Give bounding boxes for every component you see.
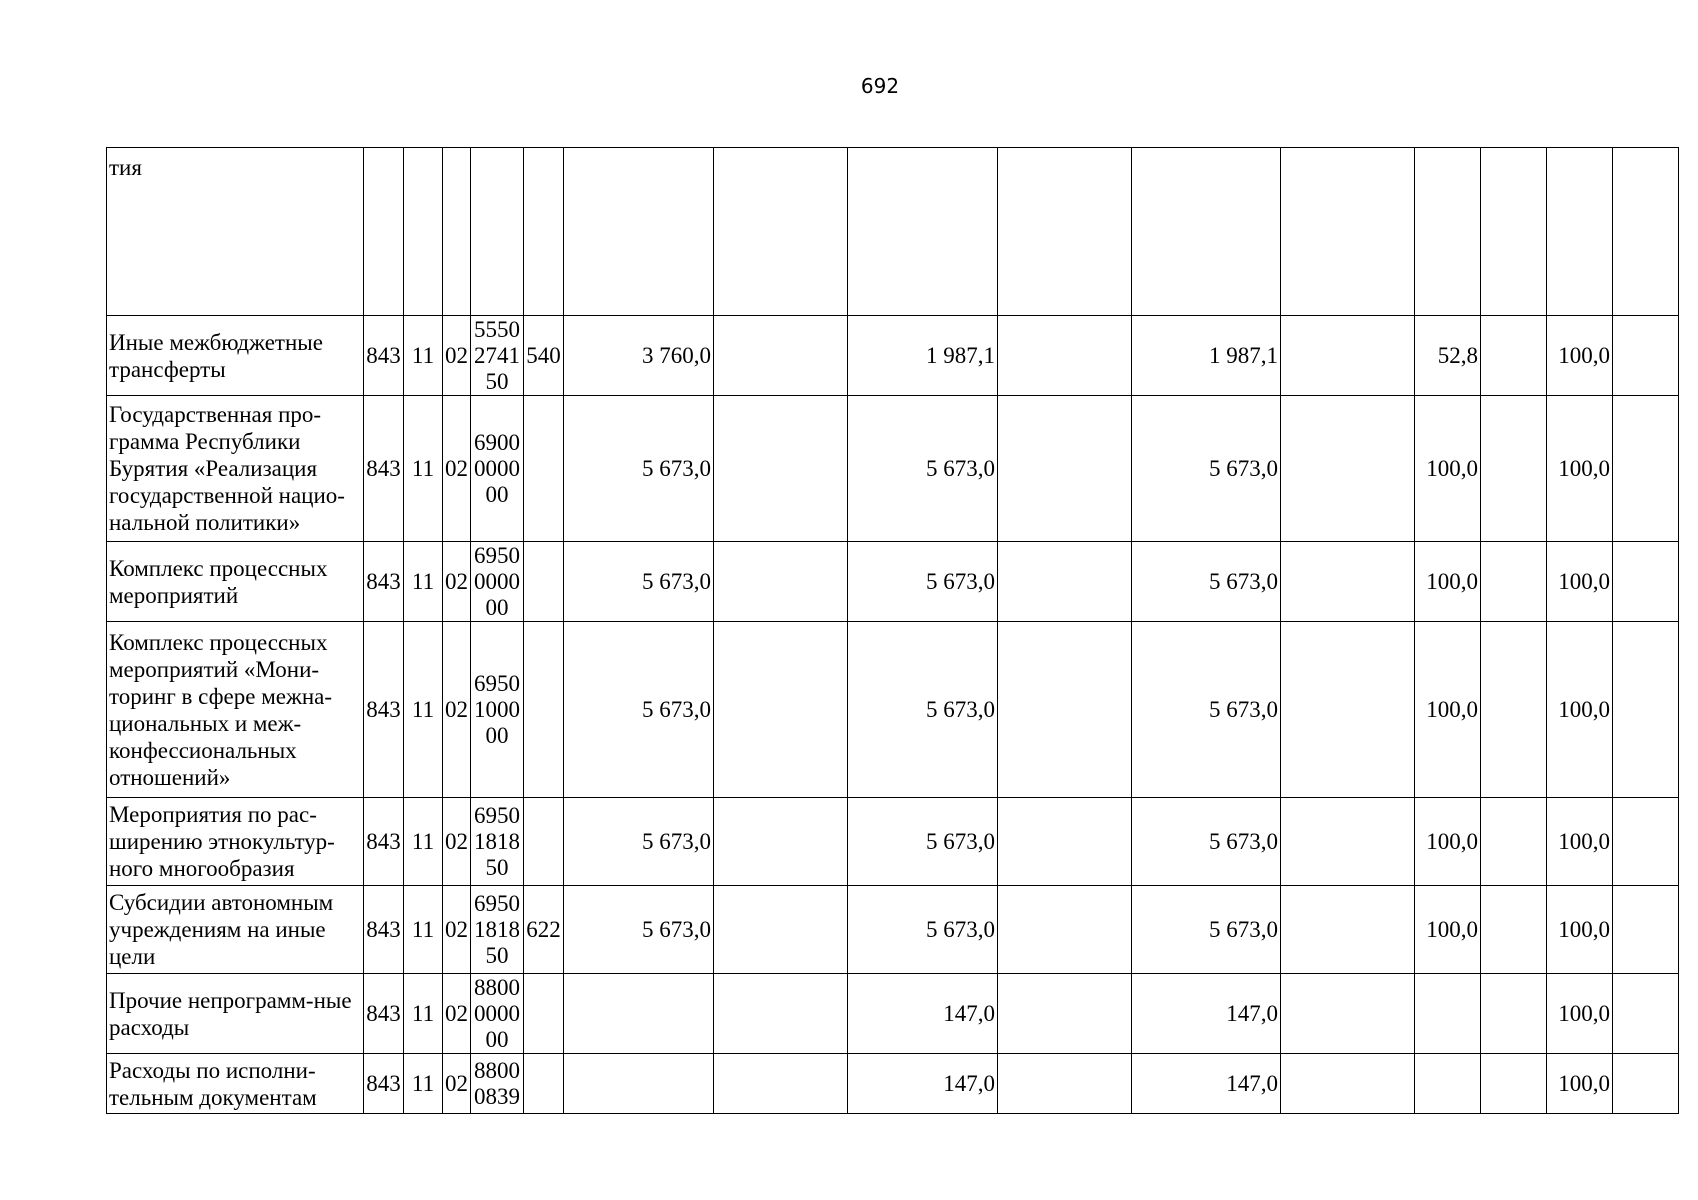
cell-ved-code: 843 (364, 396, 404, 542)
cell-subsection-code: 02 (443, 622, 471, 798)
cell-plan: 5 673,0 (564, 622, 714, 798)
page-number: 692 (860, 74, 900, 98)
cell-subsection-code: 02 (443, 798, 471, 886)
cell-plan (564, 148, 714, 316)
cell-section-code: 11 (404, 542, 443, 622)
cell-target-article: 6900 0000 00 (471, 396, 524, 542)
cell-fact: 147,0 (848, 974, 998, 1054)
budget-table (106, 147, 1679, 1114)
cell-fact-total: 5 673,0 (1132, 542, 1281, 622)
cell-target-article (471, 148, 524, 316)
cell-fact: 5 673,0 (848, 542, 998, 622)
row-name: Государственная про-грамма Республики Бурятия «Реализация государственной нацио-нальной политики» (107, 396, 364, 542)
cell-empty-c (1281, 798, 1415, 886)
cell-target-article: 6950 0000 00 (471, 542, 524, 622)
cell-empty-a (714, 542, 848, 622)
cell-plan: 5 673,0 (564, 798, 714, 886)
cell-percent-plan: 100,0 (1415, 396, 1481, 542)
cell-expense-type (524, 1054, 564, 1114)
cell-fact: 5 673,0 (848, 622, 998, 798)
cell-ved-code: 843 (364, 1054, 404, 1114)
table-row (107, 798, 1679, 886)
cell-percent-plan: 100,0 (1415, 798, 1481, 886)
cell-percent-total: 100,0 (1547, 622, 1613, 798)
cell-percent-plan: 100,0 (1415, 622, 1481, 798)
cell-empty-d (1481, 886, 1547, 974)
cell-percent-plan (1415, 1054, 1481, 1114)
cell-empty-d (1481, 974, 1547, 1054)
cell-percent-plan (1415, 148, 1481, 316)
cell-empty-b (998, 886, 1132, 974)
cell-ved-code: 843 (364, 798, 404, 886)
cell-expense-type: 622 (524, 886, 564, 974)
cell-subsection-code: 02 (443, 542, 471, 622)
cell-plan: 3 760,0 (564, 316, 714, 396)
cell-percent-total: 100,0 (1547, 316, 1613, 396)
cell-expense-type (524, 974, 564, 1054)
cell-fact-total: 5 673,0 (1132, 886, 1281, 974)
cell-expense-type (524, 396, 564, 542)
cell-empty-a (714, 622, 848, 798)
cell-fact-total: 147,0 (1132, 1054, 1281, 1114)
cell-plan (564, 1054, 714, 1114)
cell-empty-a (714, 396, 848, 542)
table-row (107, 148, 1679, 316)
cell-empty-e (1613, 622, 1679, 798)
cell-empty-c (1281, 622, 1415, 798)
table-row (107, 316, 1679, 396)
row-name: Комплекс процессных мероприятий «Мони-торинг в сфере межна-циональных и меж-конфессиональных отношений» (107, 622, 364, 798)
table-row (107, 542, 1679, 622)
cell-target-article: 6950 1818 50 (471, 798, 524, 886)
cell-percent-total (1547, 148, 1613, 316)
cell-expense-type (524, 622, 564, 798)
cell-fact (848, 148, 998, 316)
cell-percent-total: 100,0 (1547, 886, 1613, 974)
cell-empty-a (714, 316, 848, 396)
cell-ved-code: 843 (364, 974, 404, 1054)
cell-empty-c (1281, 1054, 1415, 1114)
cell-subsection-code: 02 (443, 1054, 471, 1114)
cell-empty-e (1613, 886, 1679, 974)
cell-fact-total: 5 673,0 (1132, 622, 1281, 798)
cell-plan: 5 673,0 (564, 396, 714, 542)
cell-expense-type (524, 148, 564, 316)
cell-target-article: 6950 1818 50 (471, 886, 524, 974)
cell-subsection-code: 02 (443, 974, 471, 1054)
cell-empty-a (714, 1054, 848, 1114)
cell-fact: 5 673,0 (848, 798, 998, 886)
cell-empty-b (998, 622, 1132, 798)
table-row (107, 1054, 1679, 1114)
cell-empty-b (998, 974, 1132, 1054)
cell-empty-b (998, 148, 1132, 316)
cell-empty-b (998, 542, 1132, 622)
cell-expense-type (524, 798, 564, 886)
cell-empty-d (1481, 798, 1547, 886)
cell-ved-code: 843 (364, 886, 404, 974)
cell-target-article: 6950 1000 00 (471, 622, 524, 798)
cell-fact-total: 147,0 (1132, 974, 1281, 1054)
cell-fact: 1 987,1 (848, 316, 998, 396)
cell-percent-total: 100,0 (1547, 1054, 1613, 1114)
cell-ved-code (364, 148, 404, 316)
cell-empty-d (1481, 1054, 1547, 1114)
cell-empty-d (1481, 316, 1547, 396)
cell-fact: 147,0 (848, 1054, 998, 1114)
cell-percent-plan: 100,0 (1415, 542, 1481, 622)
row-name: Мероприятия по рас-ширению этнокультур-ного многообразия (107, 798, 364, 886)
cell-empty-c (1281, 542, 1415, 622)
cell-expense-type: 540 (524, 316, 564, 396)
cell-empty-c (1281, 396, 1415, 542)
cell-empty-c (1281, 316, 1415, 396)
cell-section-code: 11 (404, 316, 443, 396)
cell-fact-total: 5 673,0 (1132, 798, 1281, 886)
cell-empty-e (1613, 974, 1679, 1054)
cell-section-code: 11 (404, 396, 443, 542)
cell-ved-code: 843 (364, 542, 404, 622)
cell-empty-b (998, 396, 1132, 542)
cell-expense-type (524, 542, 564, 622)
cell-section-code (404, 148, 443, 316)
cell-plan (564, 974, 714, 1054)
cell-empty-e (1613, 396, 1679, 542)
cell-section-code: 11 (404, 798, 443, 886)
cell-fact-total: 5 673,0 (1132, 396, 1281, 542)
cell-percent-total: 100,0 (1547, 396, 1613, 542)
cell-section-code: 11 (404, 622, 443, 798)
row-name: Комплекс процессных мероприятий (107, 542, 364, 622)
cell-empty-c (1281, 886, 1415, 974)
cell-empty-e (1613, 542, 1679, 622)
cell-empty-d (1481, 148, 1547, 316)
cell-section-code: 11 (404, 1054, 443, 1114)
cell-empty-b (998, 1054, 1132, 1114)
cell-empty-b (998, 316, 1132, 396)
cell-fact-total: 1 987,1 (1132, 316, 1281, 396)
row-name: Иные межбюджетные трансферты (107, 316, 364, 396)
cell-section-code: 11 (404, 974, 443, 1054)
table-row (107, 886, 1679, 974)
cell-empty-c (1281, 148, 1415, 316)
cell-fact: 5 673,0 (848, 886, 998, 974)
row-name: тия (107, 148, 364, 316)
cell-ved-code: 843 (364, 622, 404, 798)
row-name: Расходы по исполни-тельным документам (107, 1054, 364, 1114)
cell-ved-code: 843 (364, 316, 404, 396)
cell-subsection-code: 02 (443, 396, 471, 542)
cell-target-article: 8800 0000 00 (471, 974, 524, 1054)
cell-percent-total: 100,0 (1547, 974, 1613, 1054)
cell-empty-d (1481, 622, 1547, 798)
cell-plan: 5 673,0 (564, 542, 714, 622)
row-name: Субсидии автономным учреждениям на иные цели (107, 886, 364, 974)
cell-subsection-code (443, 148, 471, 316)
cell-percent-total: 100,0 (1547, 542, 1613, 622)
table-row (107, 622, 1679, 798)
cell-subsection-code: 02 (443, 886, 471, 974)
cell-fact-total (1132, 148, 1281, 316)
cell-target-article: 8800 0839 (471, 1054, 524, 1114)
cell-percent-plan (1415, 974, 1481, 1054)
table-row (107, 396, 1679, 542)
cell-empty-d (1481, 542, 1547, 622)
cell-empty-a (714, 886, 848, 974)
cell-empty-d (1481, 396, 1547, 542)
cell-percent-total: 100,0 (1547, 798, 1613, 886)
cell-empty-c (1281, 974, 1415, 1054)
cell-plan: 5 673,0 (564, 886, 714, 974)
cell-empty-b (998, 798, 1132, 886)
cell-target-article: 5550 2741 50 (471, 316, 524, 396)
cell-empty-e (1613, 798, 1679, 886)
cell-empty-e (1613, 148, 1679, 316)
cell-empty-a (714, 798, 848, 886)
row-name: Прочие непрограмм-ные расходы (107, 974, 364, 1054)
cell-empty-a (714, 974, 848, 1054)
cell-subsection-code: 02 (443, 316, 471, 396)
table-row (107, 974, 1679, 1054)
cell-section-code: 11 (404, 886, 443, 974)
cell-empty-e (1613, 1054, 1679, 1114)
cell-fact: 5 673,0 (848, 396, 998, 542)
cell-percent-plan: 100,0 (1415, 886, 1481, 974)
cell-empty-e (1613, 316, 1679, 396)
cell-percent-plan: 52,8 (1415, 316, 1481, 396)
cell-empty-a (714, 148, 848, 316)
